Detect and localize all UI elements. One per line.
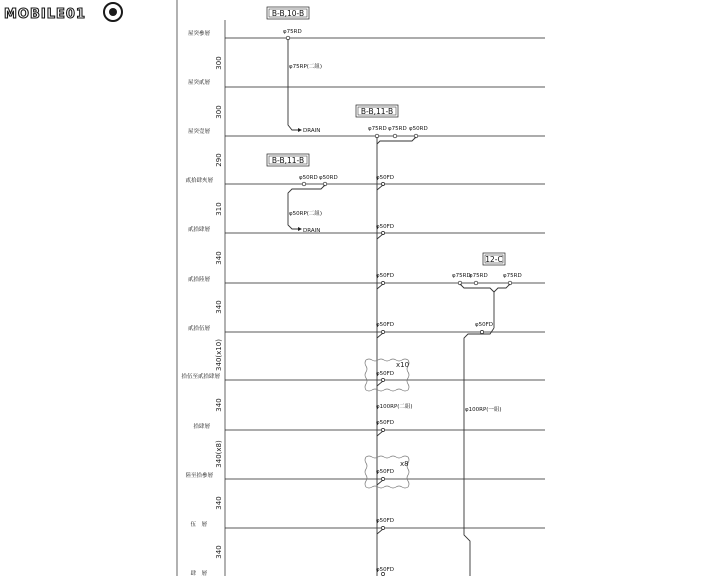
dimension-label: 340 — [215, 398, 223, 412]
pipe-label: φ50FD — [376, 175, 395, 181]
floor-label: 拾伍至貳拾肆層 — [181, 374, 220, 380]
pipe-label: φ75RD — [469, 273, 488, 279]
floor-label: 屋突參層 — [187, 31, 210, 37]
pipe-label: φ75RD — [388, 126, 407, 132]
dimension-label: 300 — [215, 105, 223, 119]
dimension-label: 340 — [215, 545, 223, 559]
pipe-label: φ100RP(一組) — [465, 407, 502, 413]
drain-node-icon — [393, 134, 397, 138]
dimension-label: 300 — [215, 56, 223, 70]
floor-label: 貳拾肆夾層 — [185, 178, 213, 184]
branch-pipe — [377, 234, 383, 239]
pipe-label: φ75RD — [283, 29, 302, 35]
drain-node-icon — [474, 281, 478, 285]
branch-pipe — [494, 284, 510, 292]
tag-label: B-B,11-B — [360, 107, 394, 116]
floor-label: 貳拾伍層 — [187, 326, 210, 332]
arrow-icon — [298, 227, 302, 231]
dimension-label: 340 — [215, 496, 223, 510]
floor-label: 拾肆層 — [193, 424, 210, 430]
branch-pipe — [377, 431, 383, 436]
branch-pipe — [377, 137, 416, 144]
pipe-label: φ50FD — [475, 322, 494, 328]
pipe-label: φ50RD — [299, 175, 318, 181]
branch-pipe — [377, 381, 383, 386]
arrow-icon — [298, 128, 302, 132]
floor-label: 屋突貳層 — [187, 80, 210, 86]
branch-pipe — [377, 284, 383, 289]
dimension-label: 340(x8) — [215, 440, 223, 468]
pipe-label: φ75RD — [503, 273, 522, 279]
pipe-label: φ50FD — [376, 322, 395, 328]
floor-label: 貳拾陸層 — [187, 277, 210, 283]
pipe-label: φ50FD — [376, 567, 395, 573]
pipe-label: φ75RD — [368, 126, 387, 132]
pipe-label: φ50RD — [409, 126, 428, 132]
floor-label: 肆 層 — [190, 571, 207, 576]
floor-label: 屋突壹層 — [187, 129, 210, 135]
dimension-label: 290 — [215, 153, 223, 167]
pipe-label: φ50RD — [319, 175, 338, 181]
roof-drain-pipes — [283, 29, 428, 234]
site-logo — [4, 3, 122, 22]
floor-label: 伍 層 — [190, 522, 207, 528]
pipe-label: φ50FD — [376, 224, 395, 230]
repeat-multiplier: x10 — [396, 361, 410, 369]
tag-label: 12-C — [485, 255, 503, 264]
tag-label: B-B,10-B — [271, 9, 305, 18]
floor-drain-icon — [480, 330, 483, 333]
pipe-label: φ75RP(二組) — [289, 64, 323, 70]
repeat-multiplier: x8 — [400, 460, 409, 468]
right-riser — [452, 273, 522, 576]
branch-pipe — [460, 284, 494, 292]
floor-label: 陸至拾參層 — [185, 473, 213, 479]
riser-pipe — [288, 185, 325, 229]
floor-label: 貳拾肆層 — [187, 227, 210, 233]
branch-pipe — [377, 333, 383, 338]
branch-pipe — [377, 529, 383, 534]
tag-label: B-B,11-B — [271, 156, 305, 165]
riser-pipe — [288, 39, 298, 130]
branch-pipe — [377, 480, 383, 485]
riser-pipe — [464, 328, 494, 576]
dimension-label: 310 — [215, 202, 223, 216]
pipe-label: φ50FD — [376, 371, 395, 377]
main-riser — [365, 137, 413, 576]
pipe-label: φ50FD — [376, 420, 395, 426]
pipe-label: φ100RP(二組) — [376, 404, 413, 410]
pipe-label: DRAIN — [303, 128, 321, 134]
logo-dot-icon — [109, 8, 117, 16]
dimension-label: 340 — [215, 251, 223, 265]
logo-text: MOBILE01 — [4, 7, 86, 22]
pipe-label: DRAIN — [303, 228, 321, 234]
pipe-label: φ50FD — [376, 273, 395, 279]
dimension-label: 340(x10) — [215, 339, 223, 371]
pipe-label: φ50FD — [376, 518, 395, 524]
branch-pipe — [377, 185, 383, 190]
dimension-labels — [215, 56, 223, 558]
dimension-label: 340 — [215, 300, 223, 314]
pipe-label: φ50FD — [376, 469, 395, 475]
drain-node-icon — [302, 182, 306, 186]
pipe-label: φ75RD — [452, 273, 471, 279]
pipe-label: φ50RP(二組) — [289, 211, 323, 217]
